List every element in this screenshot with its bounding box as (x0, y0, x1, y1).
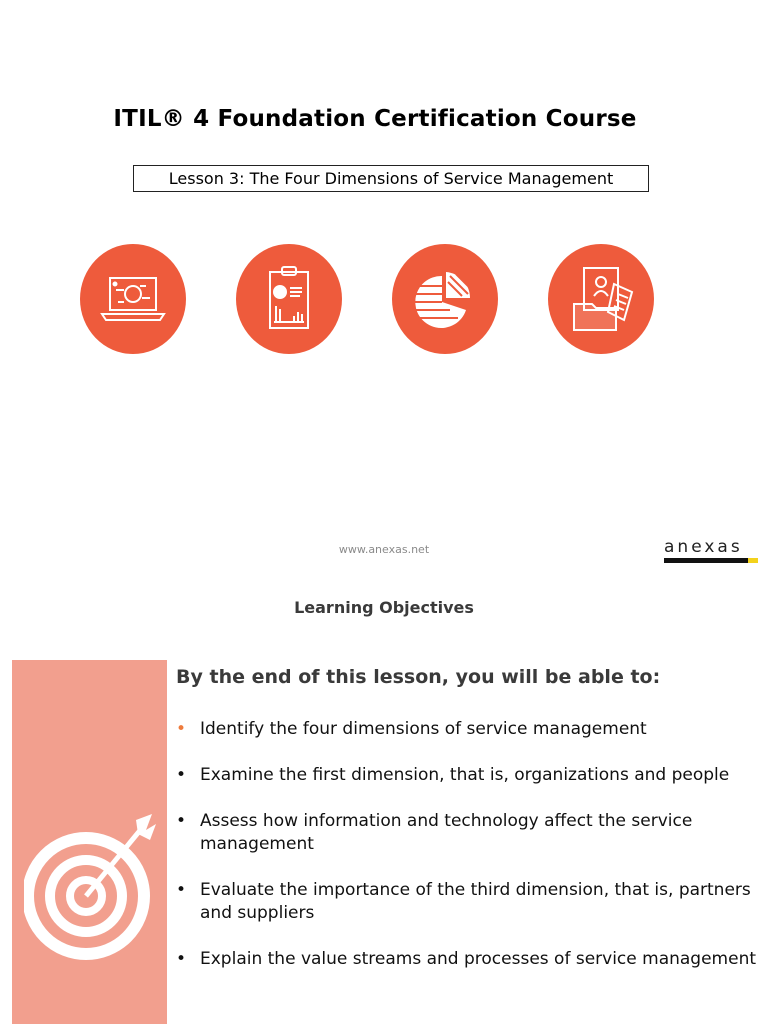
laptop-icon (80, 244, 186, 354)
bullet: • (176, 765, 187, 785)
objective-text: Assess how information and technology affect the service management (200, 811, 693, 854)
list-item (176, 948, 756, 971)
lesson-title-box: Lesson 3: The Four Dimensions of Service Management (133, 165, 649, 192)
course-title: ITIL® 4 Foundation Certification Course (113, 106, 637, 132)
objective-text: Evaluate the importance of the third dimension, that is, partners and suppliers (200, 880, 751, 923)
objective-text: Examine the first dimension, that is, organizations and people (200, 765, 730, 785)
list-item (176, 810, 756, 856)
list-item (176, 718, 756, 741)
logo-bar (664, 558, 758, 563)
slide-objectives (0, 580, 768, 1024)
target-icon (24, 800, 164, 960)
bullet: • (176, 811, 187, 831)
folder-documents-icon (548, 244, 654, 354)
bullet: • (176, 719, 187, 739)
bullet: • (176, 949, 187, 969)
list-item (176, 764, 756, 787)
objectives-intro: By the end of this lesson, you will be able to: (176, 666, 661, 688)
company-logo (664, 538, 758, 568)
objectives-heading: Learning Objectives (294, 598, 474, 617)
objective-text: Explain the value streams and processes of service management (200, 949, 757, 969)
clipboard-report-icon (236, 244, 342, 354)
objectives-list (176, 718, 756, 994)
bullet: • (176, 880, 187, 900)
website-url: www.anexas.net (338, 543, 430, 556)
objective-text: Identify the four dimensions of service management (200, 719, 647, 739)
list-item (176, 879, 756, 925)
logo-text: anexas (664, 537, 743, 557)
side-panel (12, 660, 167, 1024)
pie-chart-icon (392, 244, 498, 354)
